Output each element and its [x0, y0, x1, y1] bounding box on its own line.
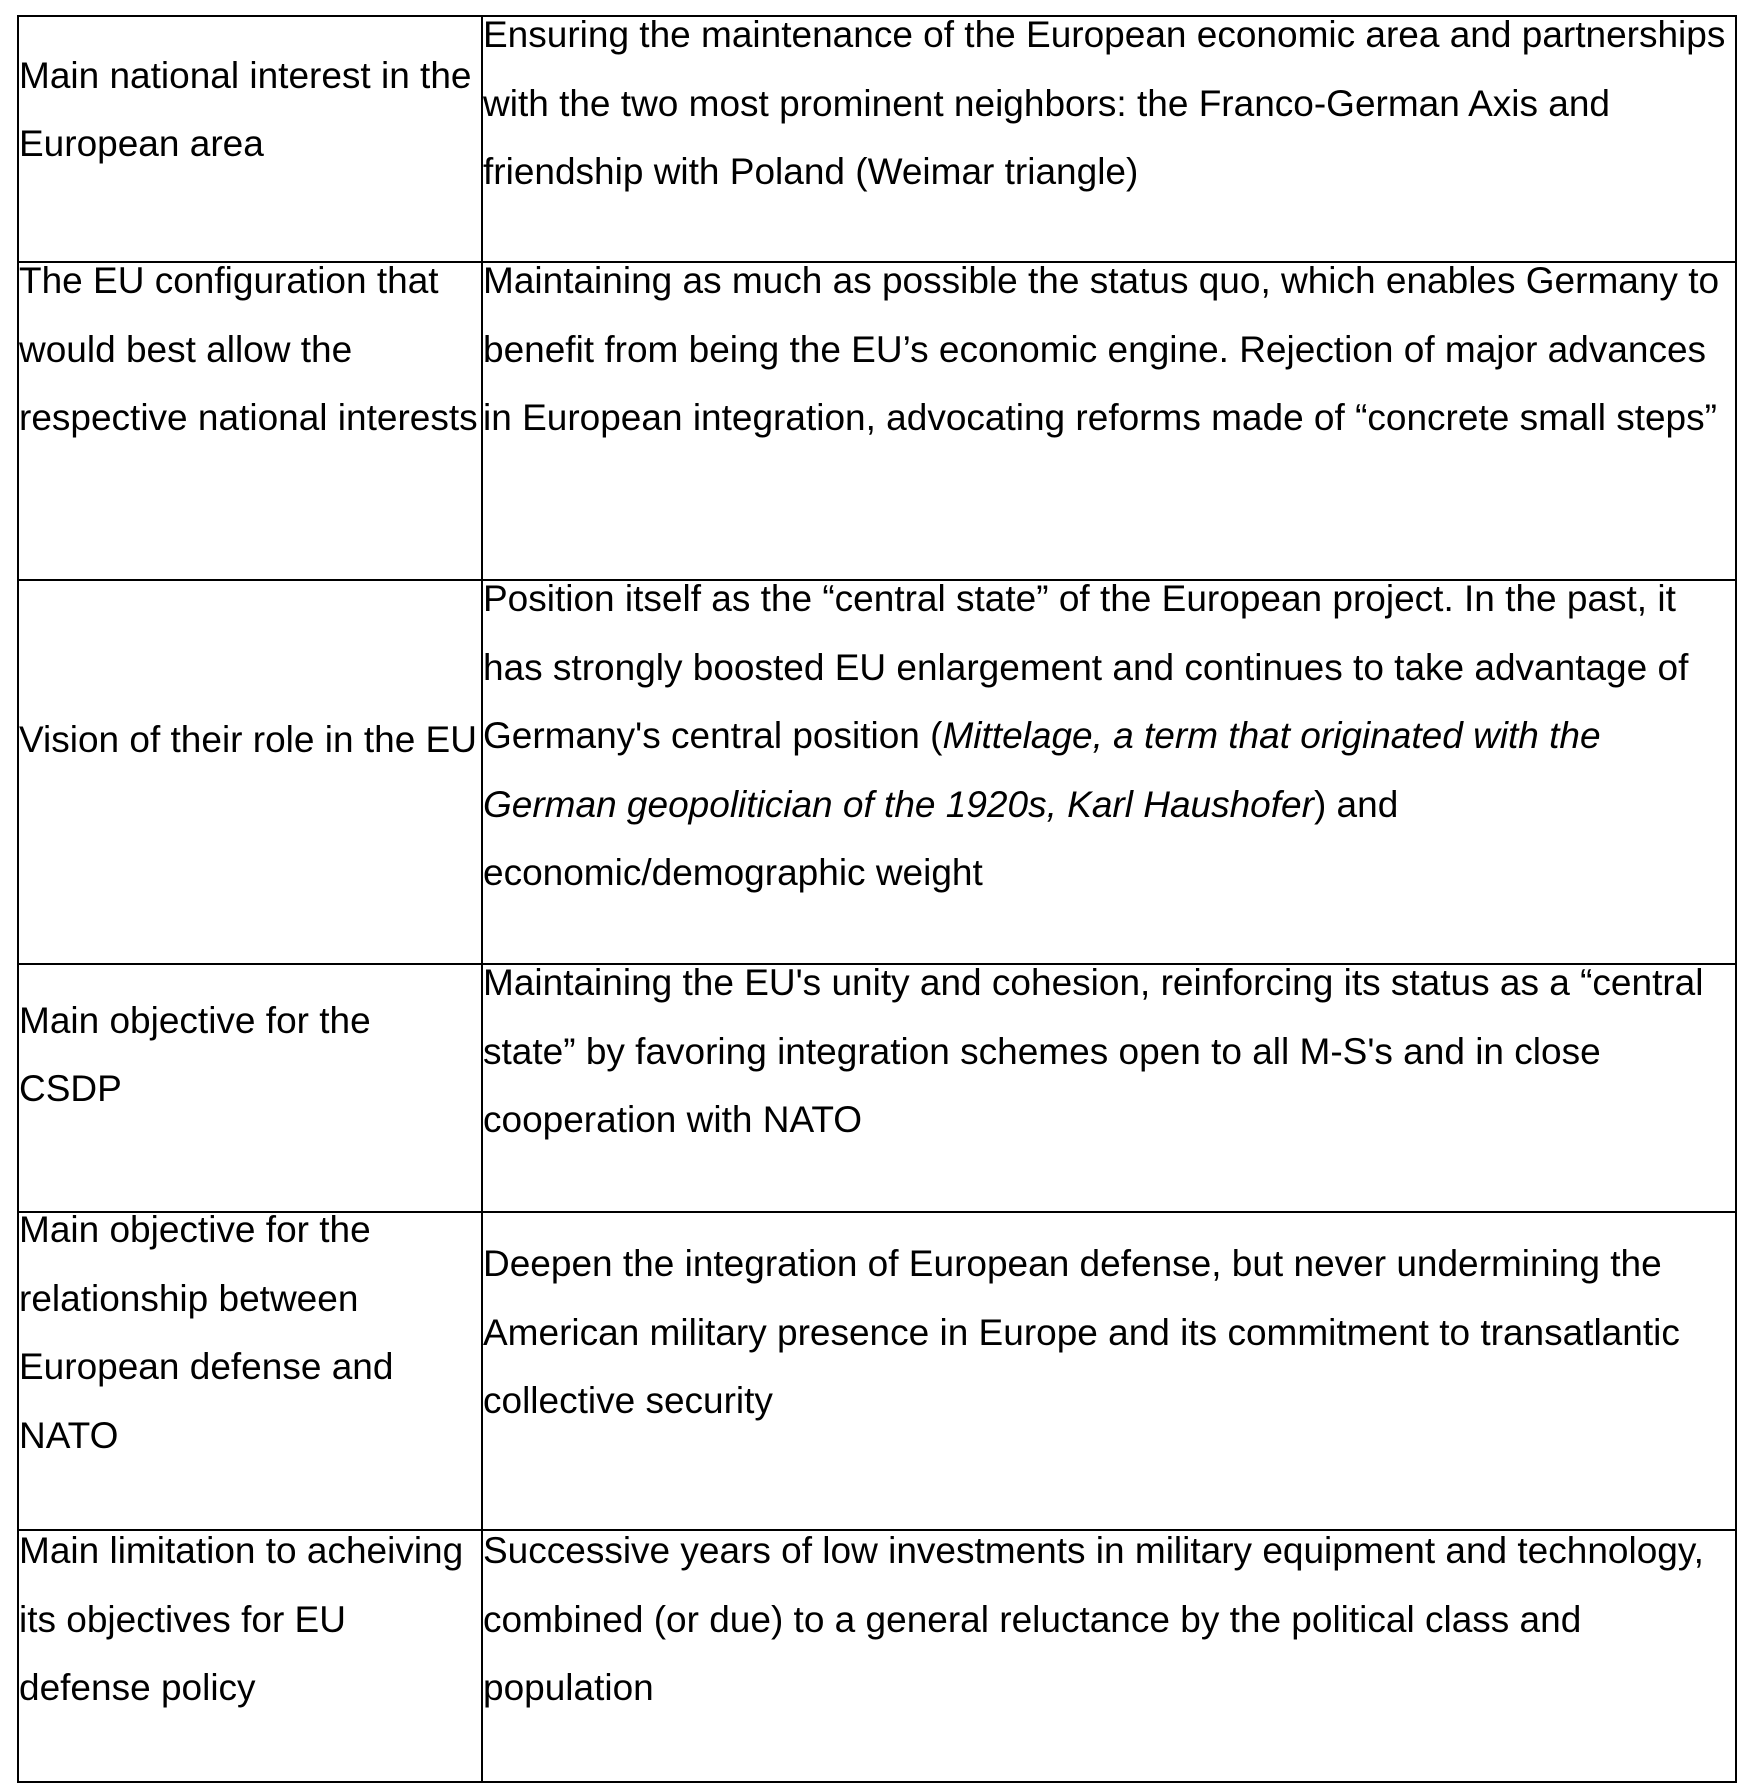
- row-label: Vision of their role in the EU: [19, 718, 477, 760]
- row-description: [483, 565, 1735, 908]
- row-description-cell: [482, 580, 1736, 964]
- table-row: [18, 16, 1736, 262]
- row-label-cell: [18, 16, 482, 262]
- row-label-cell: [18, 580, 482, 964]
- row-label: The EU configuration that would best allow the respective national interests: [19, 260, 478, 438]
- row-label: Main limitation to acheiving its objectives for EU defense policy: [19, 1530, 464, 1708]
- row-label: Main objective for the relationship between European defense and NATO: [19, 1209, 394, 1456]
- row-description: Maintaining as much as possible the status quo, which enables Germany to benefit from being the EU’s economic engine. Rejection of major advances in European integration, advocating reforms made of “concrete small steps”: [483, 260, 1720, 438]
- row-label-cell: [18, 964, 482, 1212]
- table-row: [18, 1212, 1736, 1530]
- row-description-cell: [482, 1212, 1736, 1530]
- comparison-table: [17, 15, 1737, 1783]
- row-description: Ensuring the maintenance of the European economic area and partnerships with the two most prominent neighbors: the Franco-German Axis and friendship with Poland (Weimar triangle): [483, 14, 1726, 192]
- row-description: Maintaining the EU's unity and cohesion, reinforcing its status as a “central state” by favoring integration schemes open to all M-S's and in close cooperation with NATO: [483, 962, 1704, 1140]
- row-label: Main objective for the CSDP: [19, 999, 371, 1109]
- row-description-text: Position itself as the “central state” of the European project. In the past, it has strongly boosted EU enlargement and continues to take advantage of Germany's central position (: [483, 578, 1689, 756]
- table-row: [18, 1530, 1736, 1782]
- row-label-cell: [18, 1209, 482, 1530]
- table-row: [18, 964, 1736, 1212]
- row-description-cell: [482, 964, 1736, 1212]
- table-row: [18, 580, 1736, 964]
- row-description-text: ) and economic/demographic weight: [483, 783, 1399, 893]
- row-description-cell: [482, 16, 1736, 262]
- row-label: Main national interest in the European area: [19, 54, 472, 164]
- row-label-cell: [18, 262, 482, 580]
- row-description-italic: Mittelage, a term that originated with the German geopolitician of the 1920s, Karl Haushofer: [483, 715, 1601, 825]
- row-description-cell: [482, 1530, 1736, 1782]
- table-row: [18, 262, 1736, 580]
- row-description: Successive years of low investments in military equipment and technology, combined (or due) to a general reluctance by the political class and population: [483, 1530, 1704, 1708]
- row-description-cell: [482, 262, 1736, 580]
- row-label-cell: [18, 1530, 482, 1782]
- row-description: Deepen the integration of European defense, but never undermining the American military presence in Europe and its commitment to transatlantic collective security: [483, 1243, 1680, 1421]
